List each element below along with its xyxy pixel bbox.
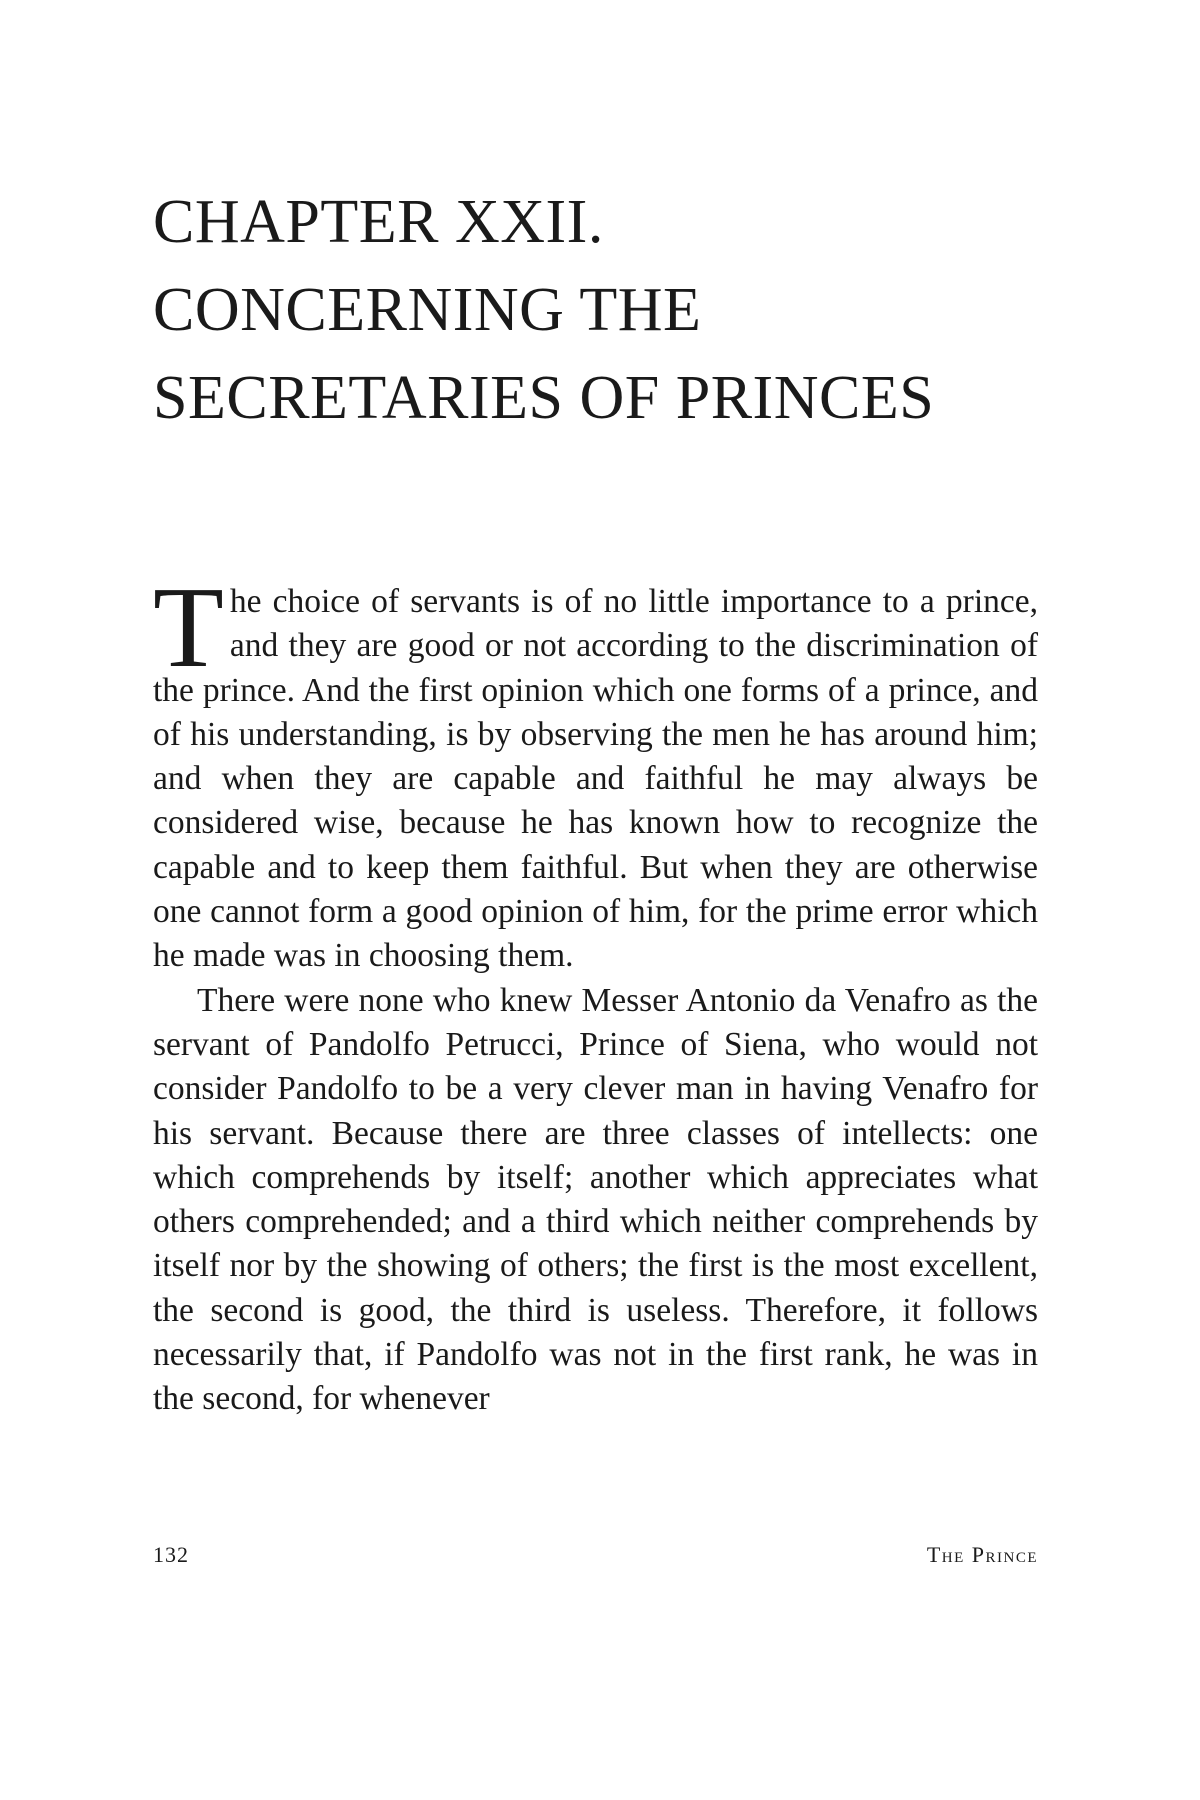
running-title: The Prince: [926, 1542, 1038, 1567]
chapter-heading-line-3: SECRETARIES OF PRINCES: [153, 364, 935, 432]
drop-cap: T: [153, 564, 224, 692]
page-number: 132: [153, 1542, 189, 1567]
paragraph-1-text: he choice of servants is of no little importance to a prince, and they are good or not according to the discrimination of the prince. And the first opinion which one forms of a prince, and of his understanding, is by observing the men he has around him; and when they are capable and faithful he may always be considered wise, because he has known how to recognize the capable and to keep them faithful. But when they are otherwise one cannot form a good opinion of him, for the prime error which he made was in choosing them.: [153, 583, 1038, 975]
body-text: [153, 564, 1038, 1422]
paragraph-2: There were none who knew Messer Antonio da Venafro as the servant of Pandolfo Petrucci, Prince of Siena, who would not consider Pandolfo to be a very clever man in having Venafro for his servant. Because there are three classes of intellects: one which comprehends by itself; another which appreciates what others comprehended; and a third which neither comprehends by itself nor by the showing of others; the first is the most excellent, the second is good, the third is useless. Therefore, it follows necessarily that, if Pandolfo was not in the first rank, he was in the second, for whenever: [153, 981, 1038, 1418]
paragraph-1: [153, 564, 1038, 979]
chapter-heading: [153, 178, 1053, 442]
chapter-heading-line-2: CONCERNING THE: [153, 276, 702, 344]
chapter-heading-line-1: CHAPTER XXII.: [153, 188, 604, 256]
